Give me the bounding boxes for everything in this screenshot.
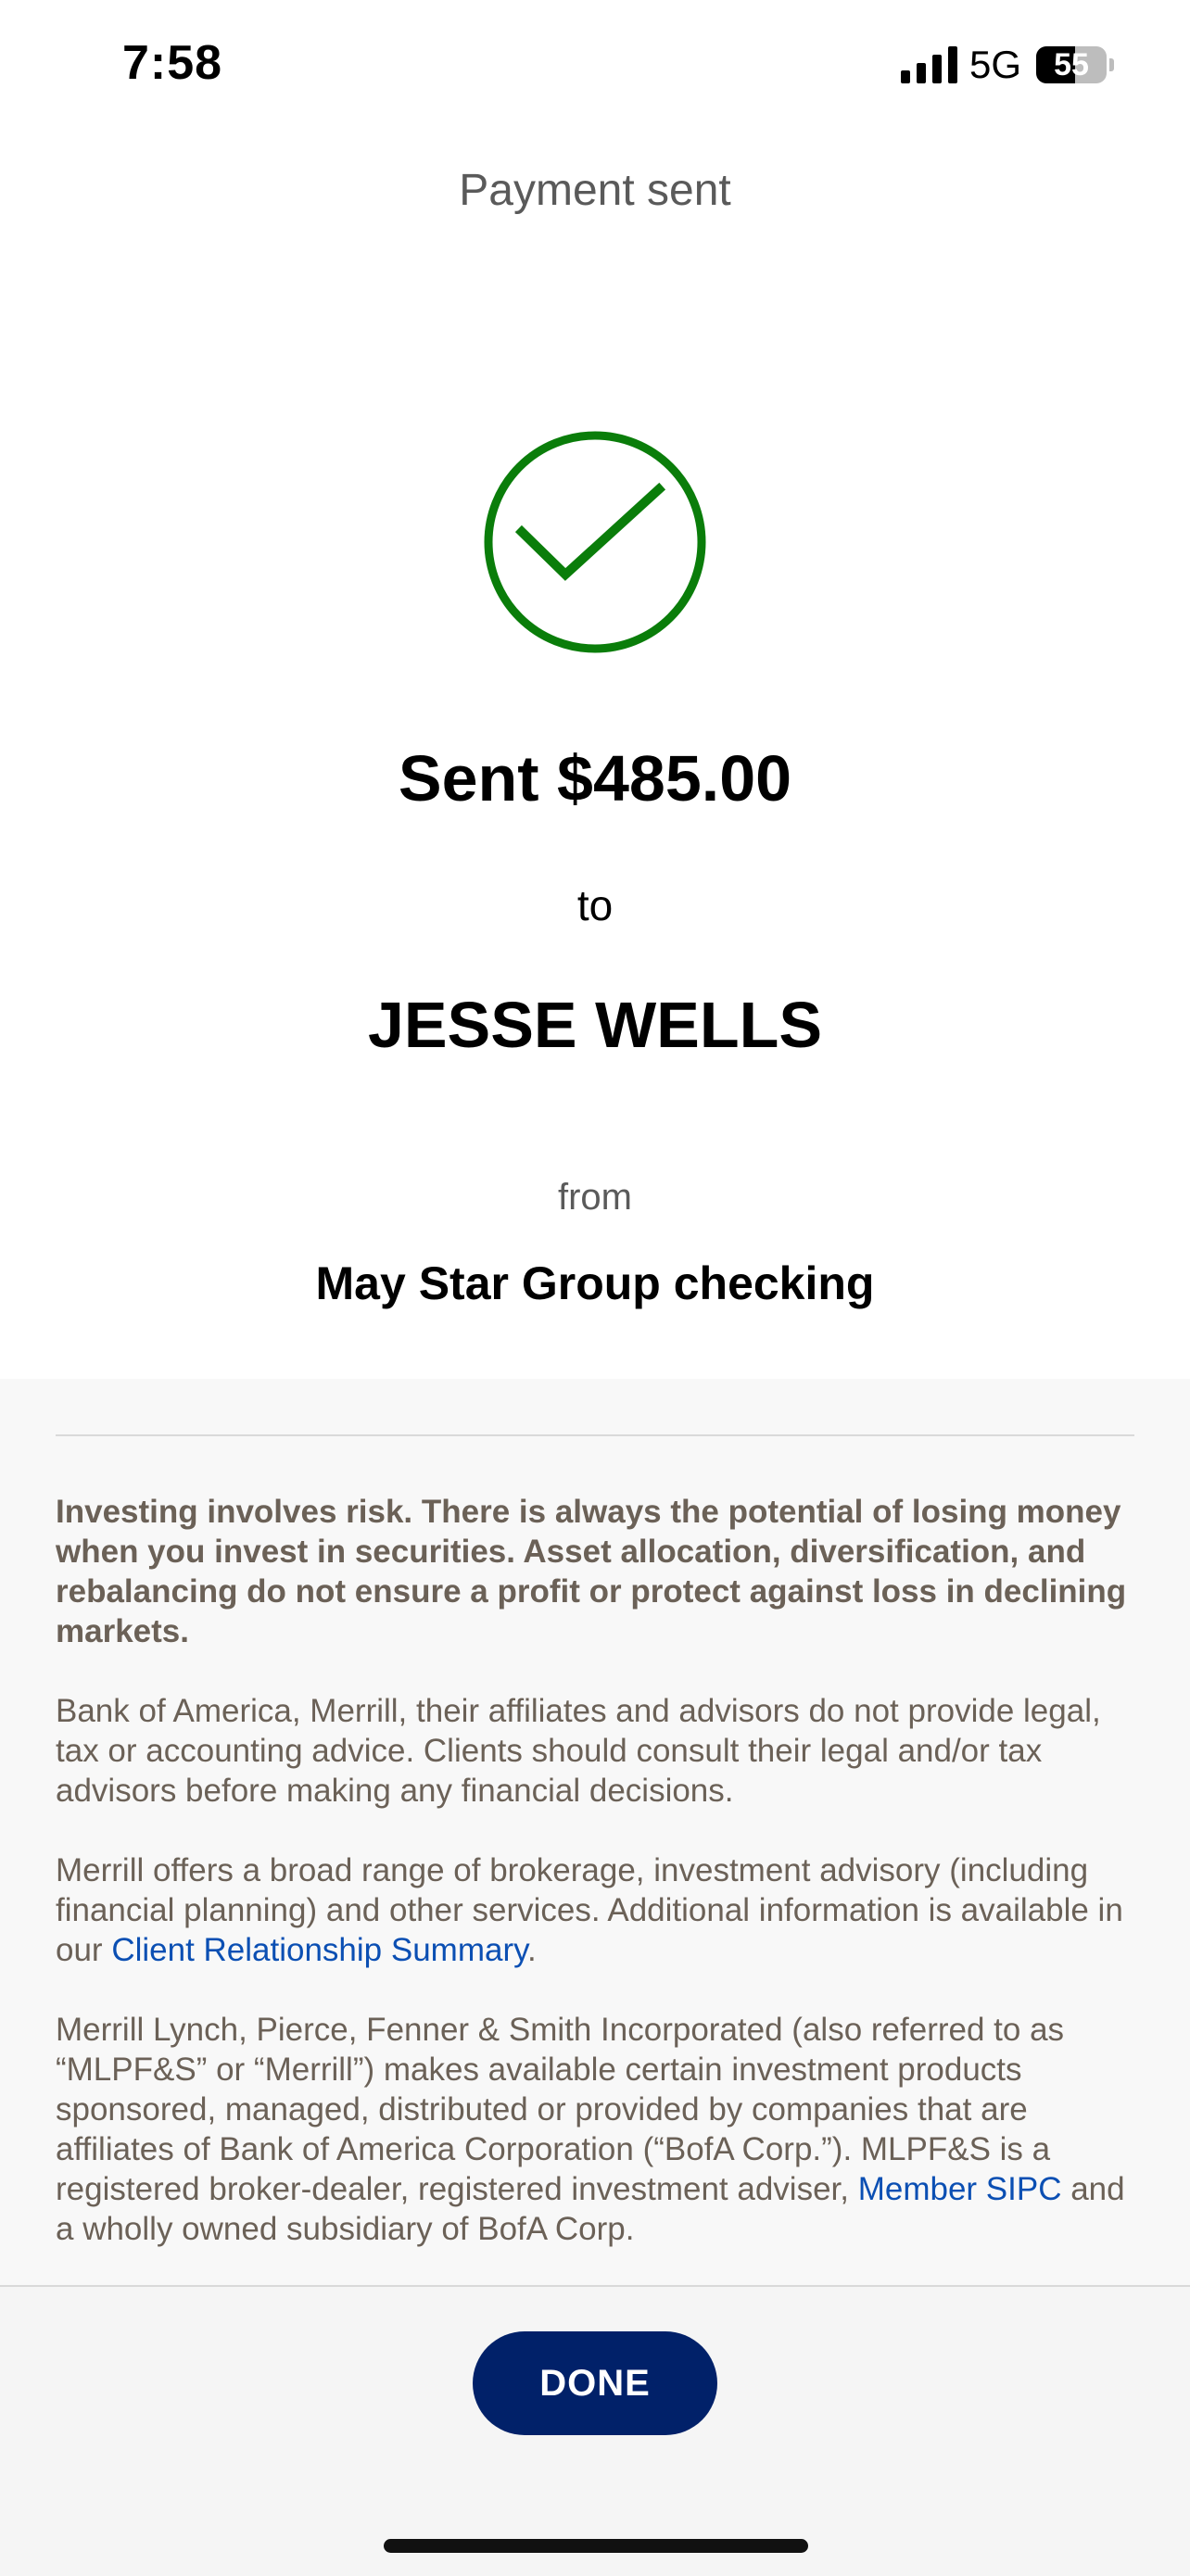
battery-body bbox=[1036, 46, 1107, 83]
battery-icon bbox=[1036, 46, 1114, 83]
from-account: May Star Group checking bbox=[315, 1257, 875, 1309]
status-time: 7:58 bbox=[122, 36, 223, 90]
home-indicator[interactable] bbox=[384, 2539, 808, 2553]
battery-tip bbox=[1109, 58, 1114, 71]
corporate-disclosure-text: Merrill Lynch, Pierce, Fenner & Smith Incorporated (also referred to as “MLPF&S” or “Merrill”) makes available certain investment products sponsored, managed, distributed or provided by companies that are affiliates of Bank of America Corporation (“BofA Corp.”). MLPF&S is a registered broker-dealer, registered investment adviser, bbox=[56, 2012, 1065, 2207]
to-label: to bbox=[576, 881, 614, 929]
battery-percentage: 55 bbox=[1054, 47, 1089, 82]
disclosure-text bbox=[56, 1492, 1134, 2285]
recipient-name: JESSE WELLS bbox=[367, 989, 823, 1061]
client-relationship-summary-link[interactable]: Client Relationship Summary bbox=[111, 1932, 528, 1968]
advice-disclosure: Bank of America, Merrill, their affiliates and advisors do not provide legal, tax or accounting advice. Clients should consult their legal and/or tax advisors before making any financial decisions. bbox=[56, 1693, 1101, 1809]
risk-disclosure: Investing involves risk. There is always the potential of losing money when you invest in securities. Asset allocation, diversification, and rebalancing do not ensure a profit or protect against loss in declining markets. bbox=[56, 1494, 1127, 1649]
disclosure-area[interactable] bbox=[0, 1379, 1190, 2285]
divider bbox=[56, 1434, 1134, 1436]
network-label: 5G bbox=[969, 43, 1022, 86]
member-sipc-link[interactable]: Member SIPC bbox=[857, 2171, 1062, 2207]
sent-amount: Sent $485.00 bbox=[398, 742, 792, 814]
services-disclosure bbox=[56, 1850, 1134, 1970]
status-bar bbox=[0, 0, 1190, 130]
services-disclosure-text: Merrill offers a broad range of brokerage, investment advisory (including financial planning) and other services. Additional information is available in our bbox=[56, 1852, 1123, 1968]
corporate-disclosure bbox=[56, 2010, 1134, 2249]
signal-icon bbox=[901, 46, 958, 83]
done-button[interactable]: DONE bbox=[473, 2331, 717, 2435]
checkmark-circle-icon bbox=[483, 430, 707, 654]
footer bbox=[0, 2285, 1190, 2576]
page-title: Payment sent bbox=[459, 166, 731, 215]
from-label: from bbox=[558, 1177, 632, 1218]
services-disclosure-end: . bbox=[527, 1932, 537, 1968]
corporate-disclosure-end: and a wholly owned subsidiary of BofA Corp. bbox=[56, 2171, 1125, 2247]
